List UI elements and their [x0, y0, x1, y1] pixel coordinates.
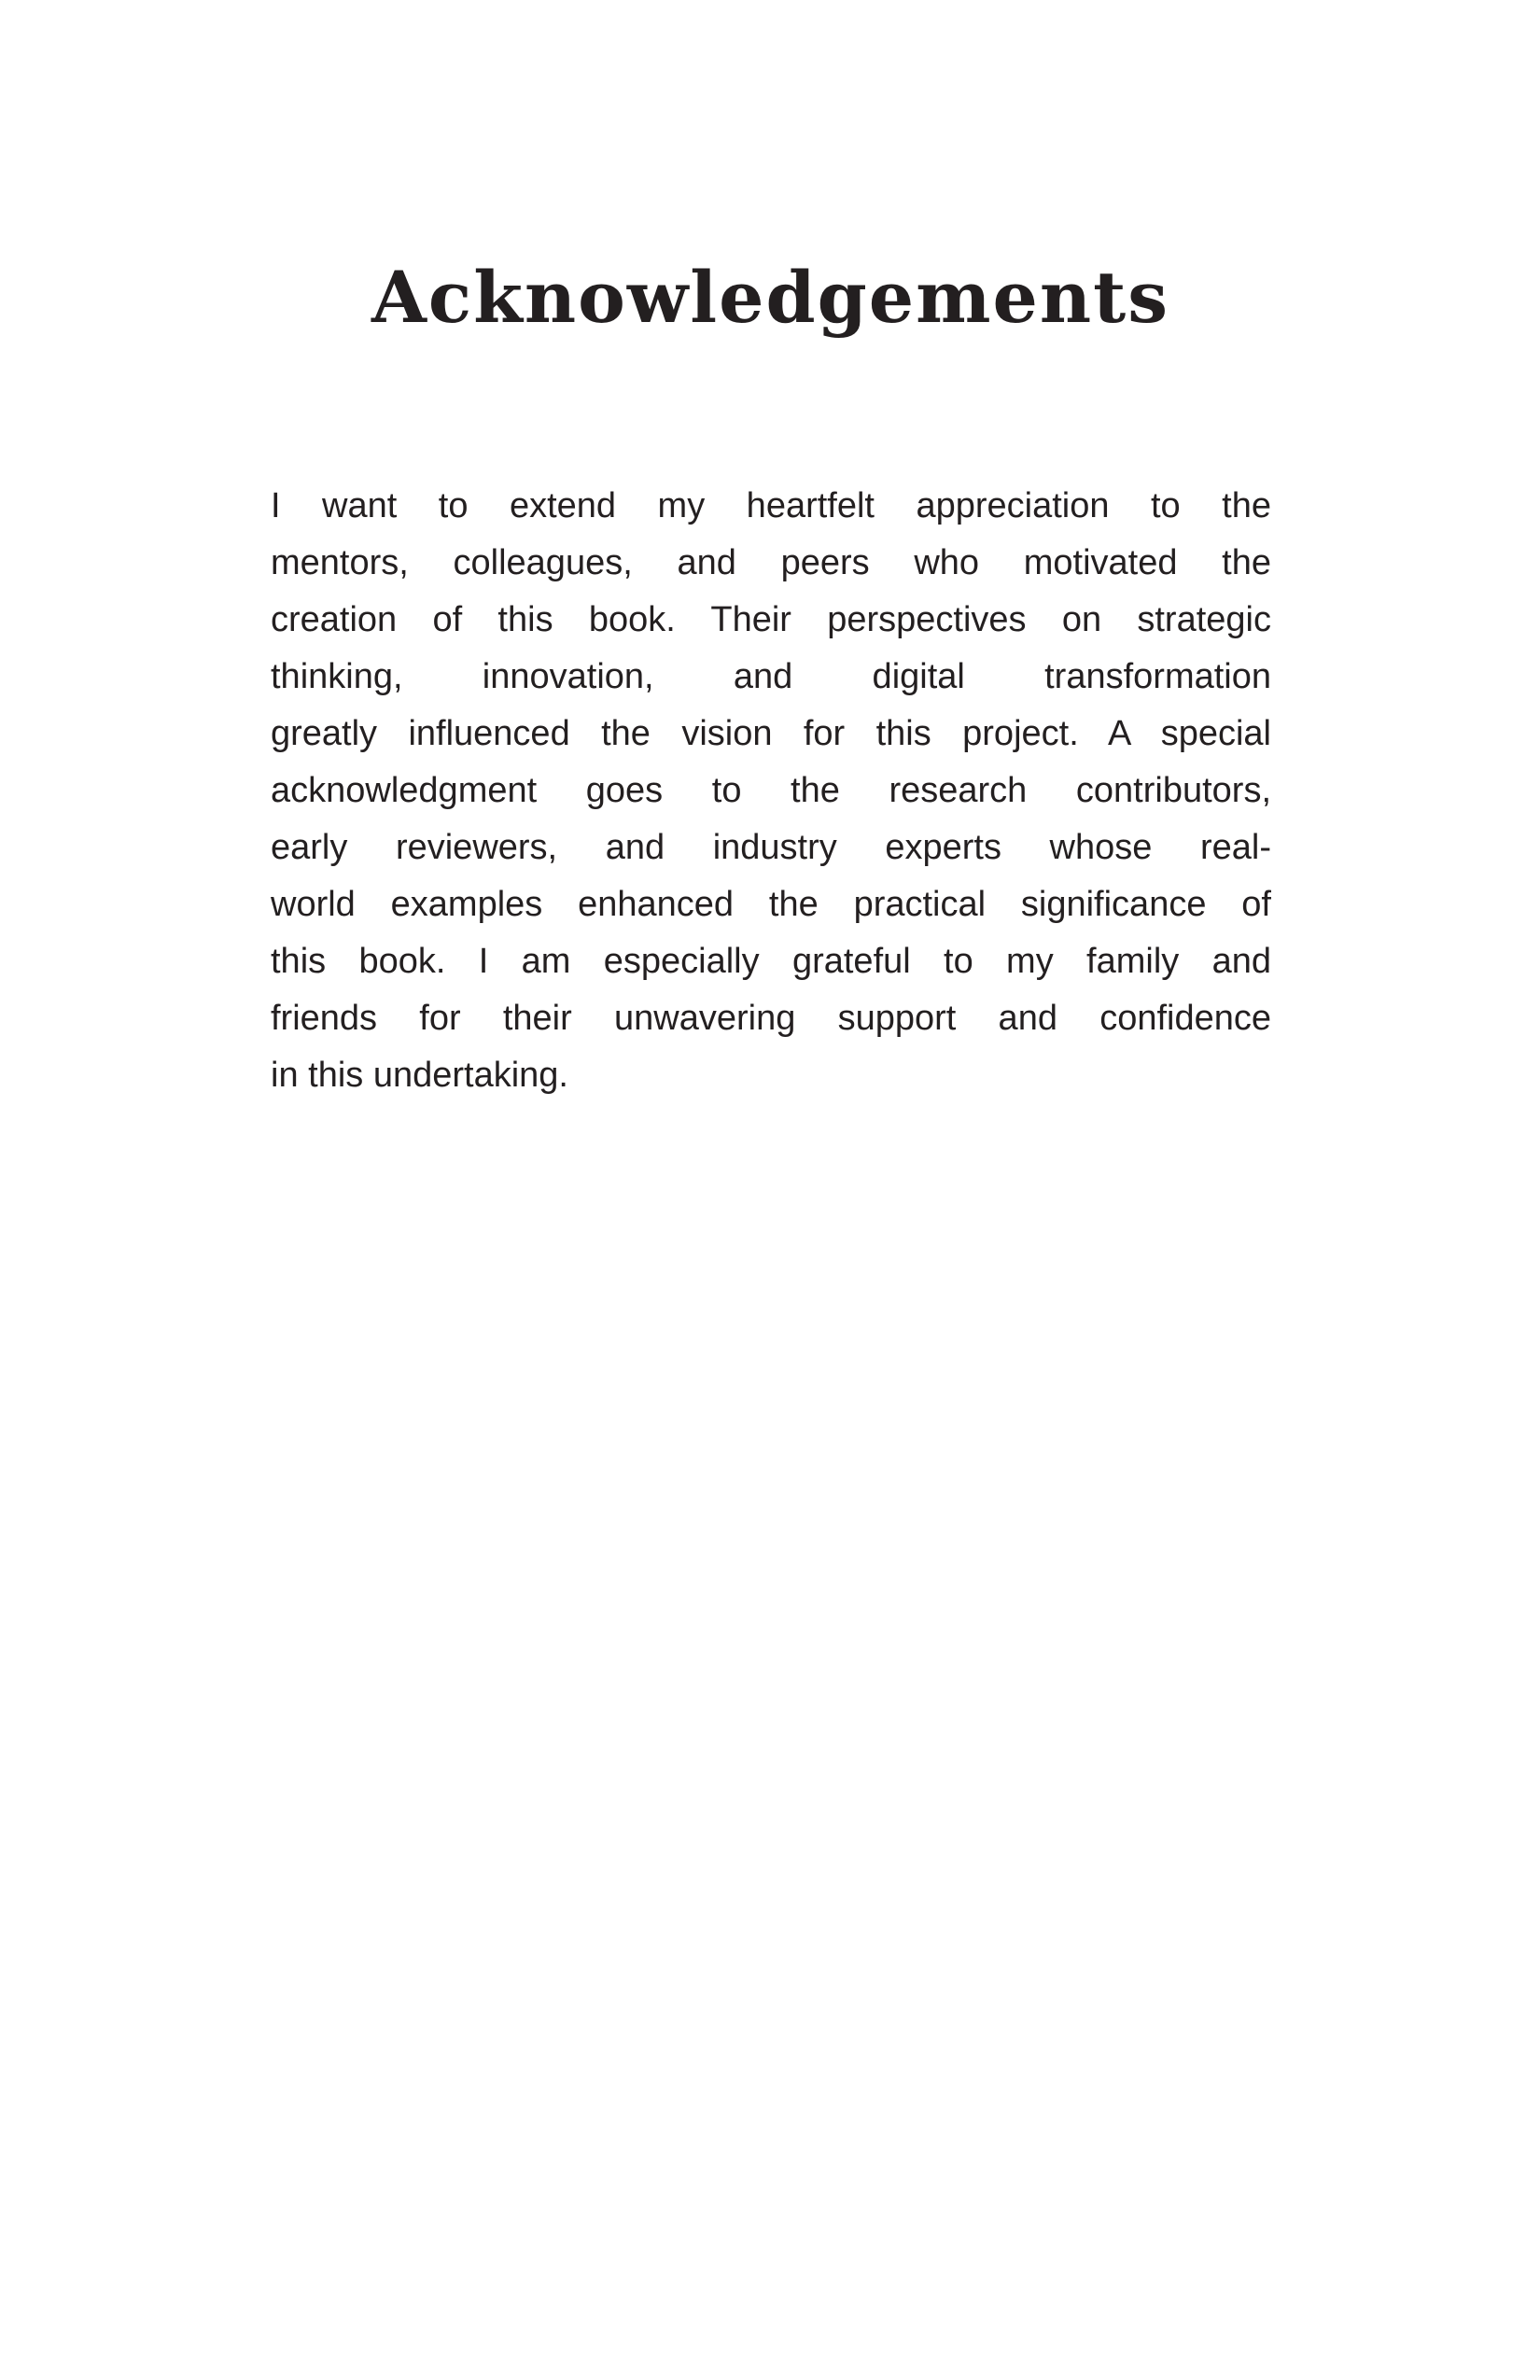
acknowledgements-paragraph — [271, 478, 1271, 1104]
paragraph-line: friends for their unwavering support and confidence — [271, 999, 1271, 1038]
paragraph-line: this book. I am especially grateful to my family and — [271, 942, 1271, 981]
paragraph-line: creation of this book. Their perspectives on strategic — [271, 600, 1271, 639]
paragraph-line: acknowledgment goes to the research contributors, — [271, 771, 1271, 810]
paragraph-line: thinking, innovation, and digital transformation — [271, 657, 1271, 696]
page-title: Acknowledgements — [371, 256, 1170, 339]
paragraph-line: world examples enhanced the practical significance of — [271, 885, 1271, 924]
paragraph-line: early reviewers, and industry experts whose real- — [271, 828, 1271, 867]
paragraph-line: in this undertaking. — [271, 1056, 568, 1095]
paragraph-line: greatly influenced the vision for this project. A special — [271, 714, 1271, 753]
paragraph-line: mentors, colleagues, and peers who motivated the — [271, 543, 1271, 582]
paragraph-line: I want to extend my heartfelt appreciation to the — [271, 486, 1271, 525]
